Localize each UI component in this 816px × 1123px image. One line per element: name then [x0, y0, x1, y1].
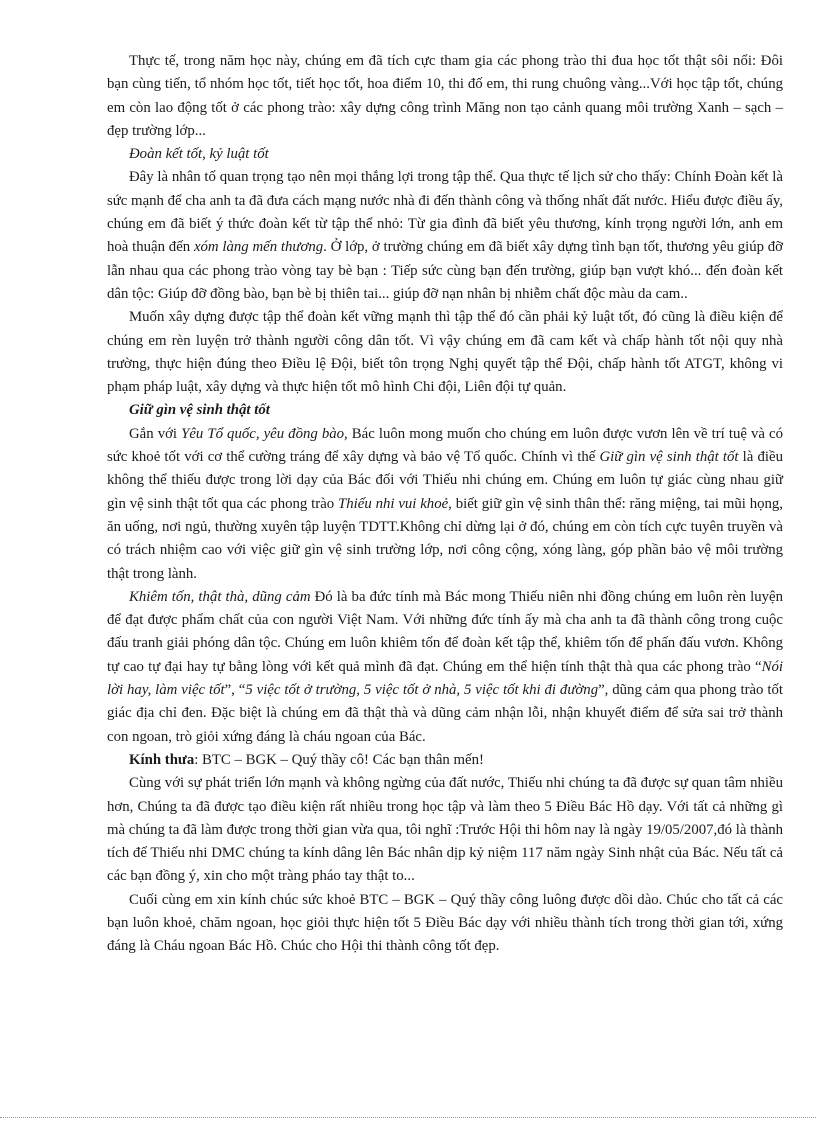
paragraph-ve-sinh: Gắn với Yêu Tổ quốc, yêu đồng bào, Bác luôn mong muốn cho chúng em luôn được vươn lên về trí tuệ và có sức khoẻ tốt với cơ thể cường tráng để xây dựng và bảo vệ Tổ quốc. Chính vì thế Giữ gìn vệ sinh thật tốt là điều không thể thiếu được trong lời dạy của Bác đối với Thiếu nhi chúng em. Chúng em luôn tự giác cùng nhau giữ gìn vệ sinh thật tốt qua các phong trào Thiếu nhi vui khoẻ, biết giữ gìn vệ sinh thân thể: răng miệng, tai mũi họng, ăn uống, nơi ngủ, thường xuyên tập luyện TDTT.Không chỉ dừng lại ở đó, chúng em còn tích cực tuyên truyền và có trách nhiệm cao với việc giữ gìn vệ sinh trường lớp, nơi công cộng, xóng làng, góp phần bảo vệ môi trường thật trong lành. — [107, 425, 783, 582]
paragraph-kinh-thua: Kính thưa: BTC – BGK – Quý thầy cô! Các bạn thân mến! — [129, 751, 484, 768]
heading-doan-ket: Đoàn kết tốt, kỷ luật tốt — [129, 146, 269, 163]
paragraph-doan-ket: Đây là nhân tố quan trọng tạo nên mọi thắng lợi trong tập thể. Qua thực tế lịch sử cho thấy: Chính Đoàn kết là sức mạnh để cha anh ta đã đưa cách mạng nước nhà đi đến thành công và thống nhất đất nước. Hiểu được điều ấy, chúng em đã biết ý thức đoàn kết từ tập thể nhỏ: Từ gia đình đã biết yêu thương, kính trọng người lớn, anh em hoà thuận đến xóm làng mến thương. Ở lớp, ở trường chúng em đã biết xây dựng tình bạn tốt, thương yêu giúp đỡ lẫn nhau qua các phong trào vòng tay bè bạn : Tiếp sức cùng bạn đến trường, giúp bạn vượt khó... đến đoàn kết dân tộc: Giúp đỡ đồng bào, bạn bè bị thiên tai... giúp đỡ nạn nhân bị nhiễm chất độc màu da cam.. — [107, 169, 784, 302]
paragraph-loi-chuc: Cuối cùng em xin kính chúc sức khoẻ BTC – BGK – Quý thầy công luông được dồi dào. Chúc cho tất cả các bạn luôn khoẻ, chăm ngoan, học giỏi thực hiện tốt 5 Điều Bác dạy với nhiều thành tích trong thời gian tới, xứng đáng là Cháu ngoan Bác Hồ. Chúc cho Hội thi thành công tốt đẹp. — [107, 891, 783, 955]
paragraph-ky-luat: Muốn xây dựng được tập thể đoàn kết vững mạnh thì tập thể đó cần phải kỷ luật tốt, đó cũng là điều kiện để chúng em rèn luyện trở thành người công dân tốt. Vì vậy chúng em đã cam kết và chấp hành tốt nội quy nhà trường, thực hiện đúng theo Điều lệ Đội, biết tôn trọng Nghị quyết tập thể Đội, chấp hành tốt ATGT, không vi phạm pháp luật, xây dựng và thực hiện tốt mô hình Chi đội, Liên đội tự quản. — [107, 309, 783, 396]
paragraph-phat-trien: Cùng với sự phát triển lớn mạnh và không ngừng của đất nước, Thiếu nhi chúng ta đã được sự quan tâm nhiều hơn, Chúng ta đã được tạo điều kiện rất nhiều trong học tập và làm theo 5 Điều Bác Hồ dạy. Với tất cả những gì mà chúng ta đã làm được trong thời gian vừa qua, tôi nghĩ :Trước Hội thi hôm nay là ngày 19/05/2007,đó là thành tích để Thiếu nhi DMC chúng ta kính dâng lên Bác nhân dịp kỷ niệm 117 năm ngày Sinh nhật của Bác. Nếu tất cả các bạn đồng ý, xin cho một tràng pháo tay thật to... — [107, 775, 783, 885]
page-bottom-divider — [0, 1117, 816, 1118]
document-body — [107, 50, 783, 959]
heading-ve-sinh: Giữ gìn vệ sinh thật tốt — [129, 402, 270, 419]
paragraph-khiem-ton: Khiêm tốn, thật thà, dũng cảm Đó là ba đức tính mà Bác mong Thiếu niên nhi đồng chúng em luôn rèn luyện để đạt được phẩm chất của con người Việt Nam. Với những đức tính ấy mà cha anh ta đã thành công trong cuộc đấu tranh giải phóng dân tộc. Chúng em luôn khiêm tốn để đoàn kết tập thể, khiêm tốn để phấn đấu vươn. Không tự cao tự đại hay tự bằng lòng với kết quả mình đã đạt. Chúng em thể hiện tính thật thà qua các phong trào “Nói lời hay, làm việc tốt”, “5 việc tốt ở trường, 5 việc tốt ở nhà, 5 việc tốt khi đi đường”, dũng cảm qua phong trào tốt giác địa chỉ đen. Đặc biệt là chúng em đã thật thà và dũng cảm nhận lỗi, nhận khuyết điểm để sửa sai trở thành con ngoan, trò giỏi xứng đáng là cháu ngoan của Bác. — [107, 588, 783, 745]
paragraph-hoc-tap: Thực tế, trong năm học này, chúng em đã tích cực tham gia các phong trào thi đua học tốt thật sôi nổi: Đôi bạn cùng tiến, tổ nhóm học tốt, tiết học tốt, hoa điểm 10, thi đố em, thi rung chuông vàng...Với học tập tốt, chúng em còn lao động tốt ở các phong trào: xây dựng công trình Măng non tạo cảnh quang môi trường Xanh – sạch – đẹp trường lớp... — [107, 53, 783, 139]
